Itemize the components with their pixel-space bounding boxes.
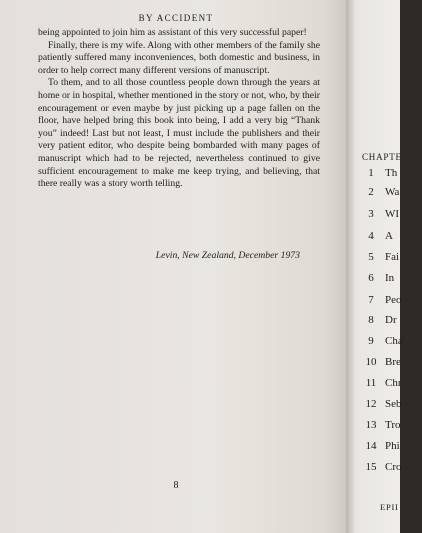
toc-row [362, 186, 422, 200]
toc-number: 4 [368, 230, 374, 242]
toc-number: 10 [365, 356, 377, 368]
toc-row [362, 294, 422, 308]
toc-row [362, 314, 422, 328]
toc-number: 12 [365, 398, 377, 410]
toc-title: Dr [385, 314, 397, 326]
toc-number: 2 [368, 186, 374, 198]
toc-row [362, 356, 422, 370]
running-head: BY ACCIDENT [138, 13, 214, 23]
toc-row [362, 167, 422, 181]
toc-title: Th [385, 167, 398, 179]
toc-title: Seb [385, 398, 402, 410]
toc-title: Tro [385, 419, 401, 431]
paragraph-1: being appointed to join him as assistant of this very successful paper! [38, 27, 307, 38]
toc-row [362, 335, 422, 349]
toc-row [362, 419, 422, 433]
toc-row [362, 230, 422, 244]
toc-row [362, 440, 422, 454]
toc-title: Cha [385, 335, 403, 347]
toc-title: Peo [385, 294, 402, 306]
toc-title: Chr [385, 377, 402, 389]
toc-title: WI [385, 208, 400, 220]
toc-number: 7 [368, 294, 374, 306]
toc-row [362, 272, 422, 286]
paragraph-3: To them, and to all those countless people down through the years at home or in hospital, whether mentioned in the story or not, who, by their encouragement or even maybe by just picking up a page fallen on the floor, have helped bring this book into being, I add a very big “Thank you” indeed! Last but not least, I must include the publishers and their very patient editor, who despite being bombarded with many pages of manuscript which had to be rejected, nevertheless continued to give sufficient encouragement to make me keep trying, and believing, that there really was a story worth telling. [38, 77, 320, 190]
toc-row [362, 398, 422, 412]
toc-number: 14 [365, 440, 377, 452]
toc-number: 3 [368, 208, 374, 220]
toc-title: Fai [385, 251, 400, 263]
toc-heading: CHAPTE [362, 152, 402, 162]
toc-title: A [385, 230, 393, 242]
toc-number: 6 [368, 272, 374, 284]
toc-row [362, 377, 422, 391]
toc-title: Cro [385, 461, 402, 473]
toc-number: 9 [368, 335, 374, 347]
toc-number: 8 [368, 314, 374, 326]
toc-title: Bre [385, 356, 401, 368]
right-page [346, 0, 403, 533]
toc-number: 15 [365, 461, 377, 473]
toc-number: 13 [365, 419, 377, 431]
paragraph-2: Finally, there is my wife. Along with other members of the family she patiently suffered many inconveniences, both domestic and business, in order to help correct many different versions of manuscript. [38, 39, 320, 76]
signoff: Levin, New Zealand, December 1973 [155, 250, 300, 261]
toc-number: 11 [365, 377, 377, 389]
page-number: 8 [173, 480, 179, 491]
toc-row [362, 461, 422, 475]
toc-title: In [385, 272, 395, 284]
toc-title: Phi [385, 440, 400, 452]
body-text [38, 27, 320, 191]
toc-number: 1 [368, 167, 374, 179]
toc-row [362, 251, 422, 265]
toc-epilogue: EPII [380, 502, 399, 512]
toc-title: Wa [385, 186, 400, 198]
toc-row [362, 208, 422, 222]
toc-number: 5 [368, 251, 374, 263]
